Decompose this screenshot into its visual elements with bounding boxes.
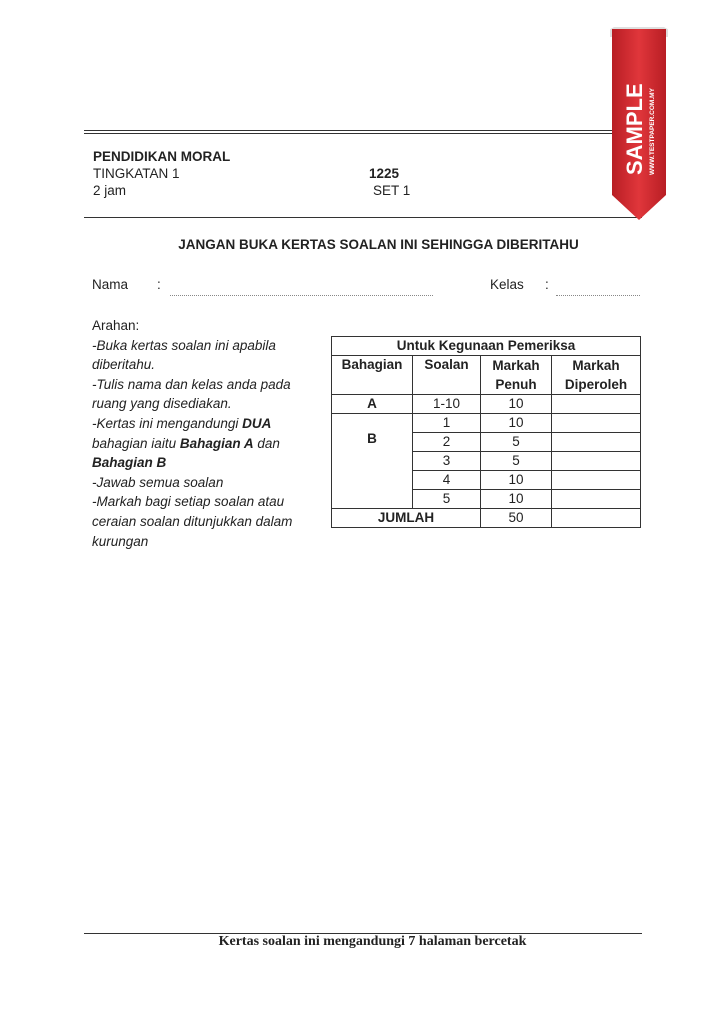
instruction-3-bold-dua: DUA <box>242 415 272 431</box>
examiner-marks-table <box>331 336 641 528</box>
subject-title: PENDIDIKAN MORAL <box>93 149 231 164</box>
section-a-soalan: 1-10 <box>413 395 481 414</box>
section-b-markah-5: 10 <box>481 490 552 509</box>
section-b-soalan-4: 4 <box>413 471 481 490</box>
section-b-soalan-2: 2 <box>413 433 481 452</box>
instruction-3-bold-b: Bahagian B <box>92 455 167 471</box>
paper-code: 1225 <box>369 166 400 181</box>
ribbon-sample-text: SAMPLE <box>622 83 647 175</box>
table-row-total <box>332 509 641 528</box>
table-row <box>332 414 641 433</box>
class-field[interactable] <box>556 295 640 296</box>
total-diperoleh[interactable] <box>552 509 641 528</box>
section-b-markah-2: 5 <box>481 433 552 452</box>
instruction-3-text-2: bahagian iaitu <box>92 435 177 451</box>
section-b-soalan-3: 3 <box>413 452 481 471</box>
col-header-soalan: Soalan <box>413 356 481 395</box>
paper-set: SET 1 <box>373 183 411 198</box>
section-b-diperoleh-1[interactable] <box>552 414 641 433</box>
total-label: JUMLAH <box>332 509 481 528</box>
col-header-markah-diperoleh: Markah Diperoleh <box>552 356 641 395</box>
section-a-diperoleh[interactable] <box>552 395 641 414</box>
section-b-diperoleh-4[interactable] <box>552 471 641 490</box>
section-b-diperoleh-5[interactable] <box>552 490 641 509</box>
header-rule-bottom <box>84 217 642 218</box>
instructions <box>92 316 322 551</box>
sample-ribbon <box>610 27 668 222</box>
class-label: Kelas <box>490 277 524 292</box>
section-a-markah: 10 <box>481 395 552 414</box>
instruction-3 <box>92 416 280 470</box>
name-label: Nama <box>92 277 129 292</box>
name-field[interactable] <box>170 295 433 296</box>
section-b-markah-1: 10 <box>481 414 552 433</box>
instruction-1: -Buka kertas soalan ini apabila diberitahu. <box>92 337 276 373</box>
ribbon-url-text: WWW.TESTPAPER.COM.MY <box>649 88 656 175</box>
section-b-soalan-1: 1 <box>413 414 481 433</box>
col-header-bahagian: Bahagian <box>332 356 413 395</box>
section-b-markah-3: 5 <box>481 452 552 471</box>
col-header-markah-penuh: Markah Penuh <box>481 356 552 395</box>
class-colon: : <box>545 277 549 292</box>
section-b-diperoleh-2[interactable] <box>552 433 641 452</box>
table-caption: Untuk Kegunaan Pemeriksa <box>332 337 641 356</box>
table-row <box>332 395 641 414</box>
form-level: TINGKATAN 1 <box>93 166 180 181</box>
instructions-title: Arahan: <box>92 318 140 333</box>
warning-heading: JANGAN BUKA KERTAS SOALAN INI SEHINGGA DIBERITAHU <box>178 237 579 252</box>
section-a-label: A <box>332 395 413 414</box>
instruction-3-text-3: dan <box>257 435 280 451</box>
instruction-5: -Markah bagi setiap soalan atau ceraian soalan ditunjukkan dalam kurungan <box>92 494 293 549</box>
section-b-markah-4: 10 <box>481 471 552 490</box>
name-colon: : <box>157 277 161 292</box>
section-b-label: B <box>332 414 413 509</box>
instruction-3-text: -Kertas ini mengandungi <box>92 415 239 431</box>
footer-page-count: Kertas soalan ini mengandungi 7 halaman bercetak <box>218 934 527 949</box>
header-rule-top-2 <box>84 133 642 134</box>
duration: 2 jam <box>93 183 127 198</box>
header-rule-top <box>84 130 642 131</box>
section-b-diperoleh-3[interactable] <box>552 452 641 471</box>
section-b-soalan-5: 5 <box>413 490 481 509</box>
instruction-2: -Tulis nama dan kelas anda pada ruang yang disediakan. <box>92 376 291 412</box>
instruction-3-bold-a: Bahagian A <box>179 435 254 451</box>
total-markah: 50 <box>481 509 552 528</box>
instruction-4: -Jawab semua soalan <box>92 474 224 490</box>
